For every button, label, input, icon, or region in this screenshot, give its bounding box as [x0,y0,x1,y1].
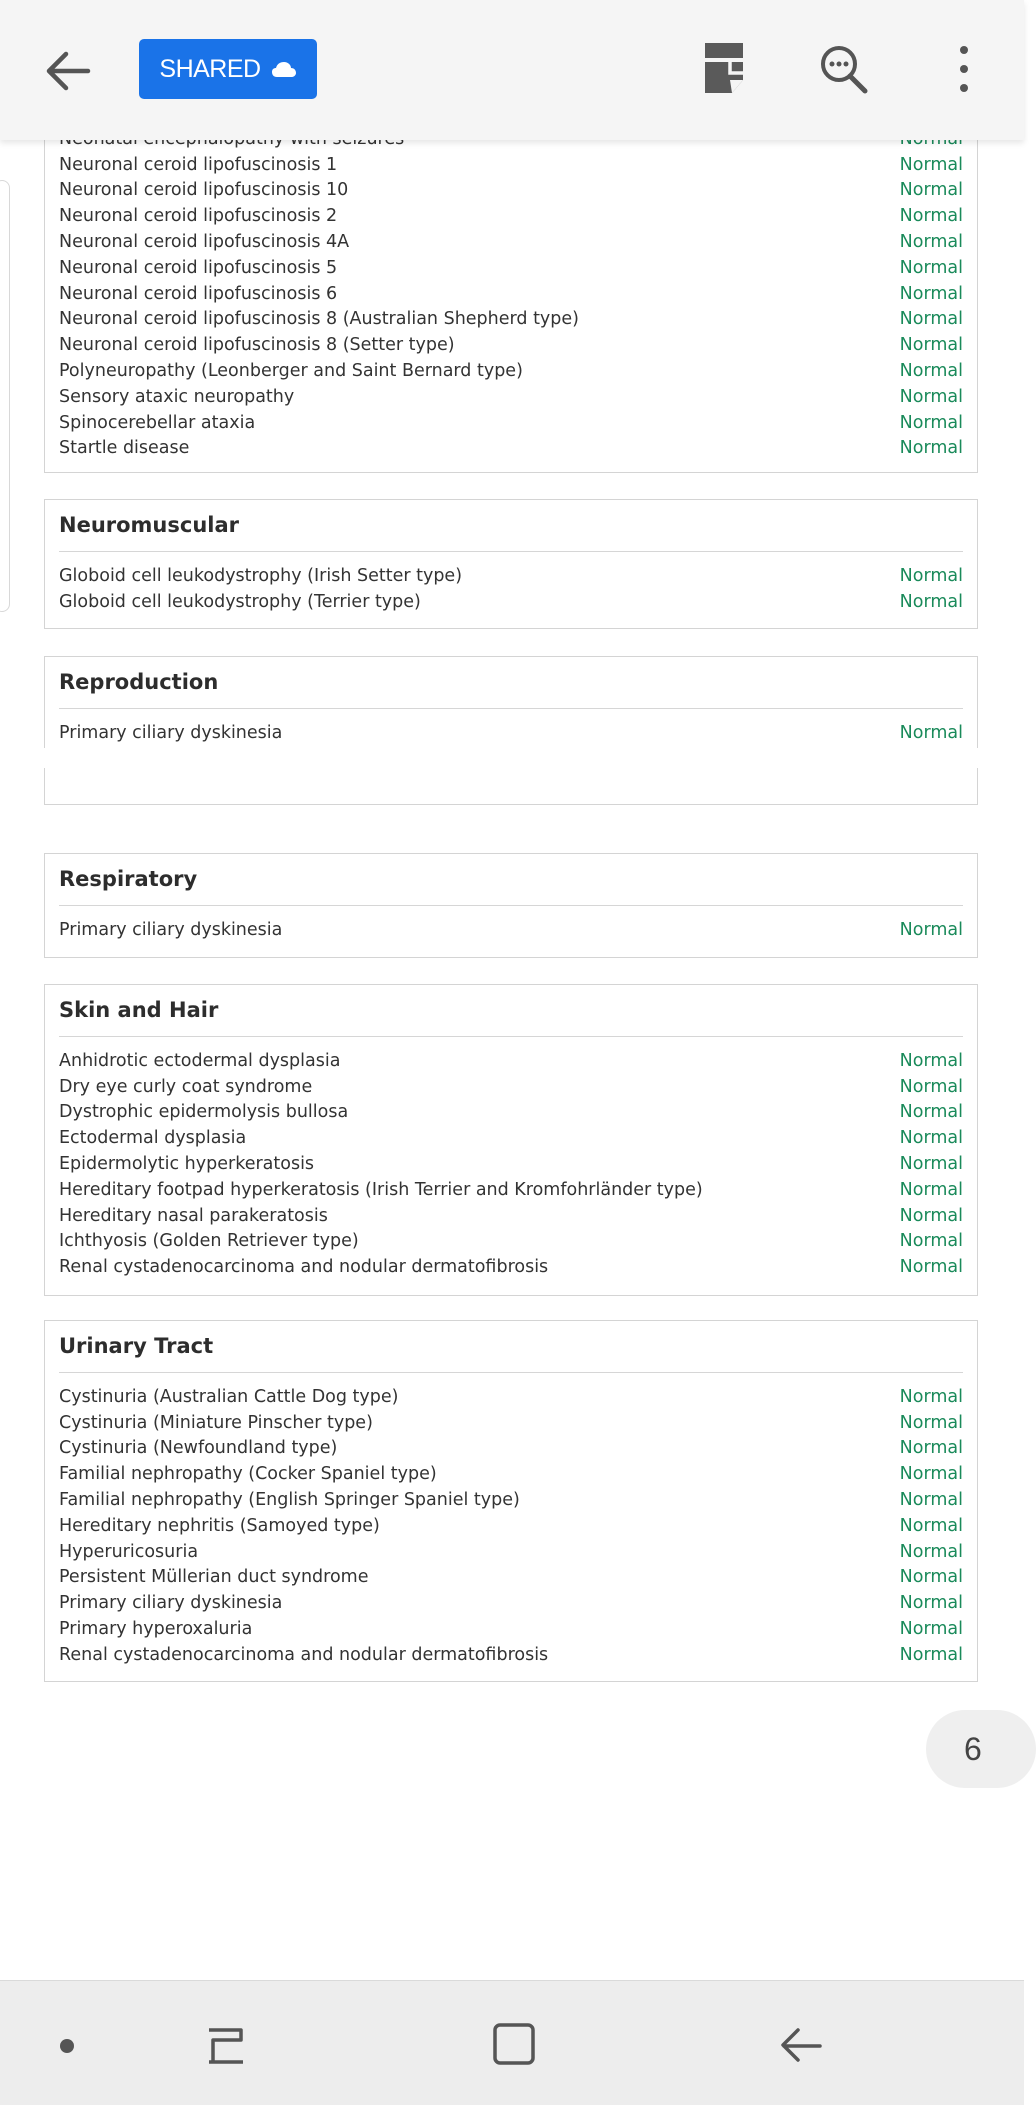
condition-name: Cystinuria (Australian Cattle Dog type) [59,1386,399,1407]
condition-name: Hyperuricosuria [59,1541,199,1562]
condition-name: Hereditary footpad hyperkeratosis (Irish Terrier and Kromfohrländer type) [59,1179,703,1200]
neurological-card-continued [44,110,978,473]
table-row [59,1616,963,1642]
card-title: Reproduction [59,657,963,709]
more-vert-icon [946,40,982,98]
document-view-icon [700,40,748,96]
status-value: Normal [899,1257,963,1278]
status-value: Normal [899,1076,963,1097]
condition-name: Renal cystadenocarcinoma and nodular dermatofibrosis [59,1257,549,1278]
status-value: Normal [899,1644,963,1665]
recents-button[interactable] [205,2024,249,2068]
condition-name: Sensory ataxic neuropathy [59,386,295,407]
condition-name: Globoid cell leukodystrophy (Terrier type) [59,591,421,612]
respiratory-card [44,853,978,958]
document-page-bottom [0,778,1024,1978]
status-value: Normal [899,1050,963,1071]
status-value: Normal [899,1490,963,1511]
urinary-tract-card [44,1320,978,1682]
status-value: Normal [899,206,963,227]
document-page-top [0,140,1024,748]
status-value: Normal [899,1128,963,1149]
condition-list [59,1048,963,1280]
condition-name: Startle disease [59,438,190,459]
condition-name: Neuronal ceroid lipofuscinosis 5 [59,257,338,278]
status-value: Normal [899,1567,963,1588]
page-number-indicator: 6 [926,1710,1036,1788]
neuromuscular-card [44,499,978,629]
table-row [59,1487,963,1513]
condition-name: Dry eye curly coat syndrome [59,1076,313,1097]
table-row [59,436,963,462]
condition-name: Ichthyosis (Golden Retriever type) [59,1231,359,1252]
table-row [59,384,963,410]
status-value: Normal [899,412,963,433]
card-title: Neuromuscular [59,500,963,552]
condition-name: Persistent Müllerian duct syndrome [59,1567,369,1588]
status-value: Normal [899,154,963,175]
status-value: Normal [899,335,963,356]
arrow-left-icon [40,42,100,100]
dot-icon[interactable] [60,2039,74,2053]
status-value: Normal [899,361,963,382]
status-value: Normal [899,309,963,330]
shared-label: SHARED [159,54,261,83]
table-row [59,358,963,384]
table-row [59,1203,963,1229]
condition-name: Ectodermal dysplasia [59,1128,247,1149]
condition-name: Epidermolytic hyperkeratosis [59,1154,315,1175]
home-icon [492,2022,536,2066]
condition-list [59,720,963,746]
search-icon [816,40,872,98]
app-bar [0,0,1024,140]
status-value: Normal [899,1619,963,1640]
page-edge [0,180,10,612]
status-value: Normal [899,1541,963,1562]
table-row [59,1410,963,1436]
status-value: Normal [899,1154,963,1175]
status-value: Normal [899,257,963,278]
condition-list [59,563,963,615]
table-row [59,1539,963,1565]
table-row [59,563,963,589]
condition-name: Globoid cell leukodystrophy (Irish Setter type) [59,565,463,586]
condition-name: Neuronal ceroid lipofuscinosis 2 [59,206,338,227]
table-row [59,203,963,229]
condition-name: Dystrophic epidermolysis bullosa [59,1102,349,1123]
card-bottom-edge [44,768,978,805]
status-value: Normal [899,232,963,253]
table-row [59,589,963,615]
condition-name: Cystinuria (Miniature Pinscher type) [59,1412,373,1433]
skin-and-hair-card [44,984,978,1296]
condition-name: Spinocerebellar ataxia [59,412,256,433]
condition-name: Anhidrotic ectodermal dysplasia [59,1050,341,1071]
home-button[interactable] [492,2022,536,2066]
table-row [59,229,963,255]
table-row [59,1642,963,1668]
condition-name: Neuronal ceroid lipofuscinosis 6 [59,283,338,304]
status-value: Normal [899,591,963,612]
condition-name: Hereditary nasal parakeratosis [59,1205,328,1226]
status-value: Normal [899,1102,963,1123]
recents-icon [205,2024,249,2068]
condition-name: Primary ciliary dyskinesia [59,722,283,743]
table-row [59,307,963,333]
status-value: Normal [899,1205,963,1226]
status-value: Normal [899,565,963,586]
table-row [59,1513,963,1539]
table-row [59,1125,963,1151]
table-row [59,1436,963,1462]
table-row [59,1151,963,1177]
cloud-icon [271,60,297,78]
table-row [59,1461,963,1487]
card-title: Urinary Tract [59,1321,963,1373]
status-value: Normal [899,283,963,304]
table-row [59,178,963,204]
status-value: Normal [899,1593,963,1614]
condition-name: Cystinuria (Newfoundland type) [59,1438,338,1459]
status-value: Normal [899,1438,963,1459]
status-value: Normal [899,438,963,459]
shared-button[interactable] [139,39,317,99]
table-row [59,152,963,178]
condition-list [59,152,963,462]
status-value: Normal [899,722,963,743]
status-value: Normal [899,1386,963,1407]
table-row [59,1384,963,1410]
condition-name: Primary ciliary dyskinesia [59,919,283,940]
condition-name: Primary ciliary dyskinesia [59,1593,283,1614]
table-row [59,917,963,943]
table-row [59,281,963,307]
search-in-document-button[interactable] [816,40,872,98]
more-options-button[interactable] [946,40,982,98]
nav-back-button[interactable] [778,2022,824,2068]
condition-name: Neuronal ceroid lipofuscinosis 8 (Setter type) [59,335,455,356]
card-title: Skin and Hair [59,985,963,1037]
table-row [59,1254,963,1280]
condition-name: Primary hyperoxaluria [59,1619,253,1640]
status-value: Normal [899,919,963,940]
condition-name: Neuronal ceroid lipofuscinosis 4A [59,232,350,253]
table-row [59,1229,963,1255]
card-title: Respiratory [59,854,963,906]
status-value: Normal [899,1412,963,1433]
document-view-button[interactable] [700,40,748,96]
back-button[interactable] [40,42,100,100]
table-row [59,1074,963,1100]
table-row [59,410,963,436]
table-row [59,1100,963,1126]
condition-name: Familial nephropathy (English Springer Spaniel type) [59,1490,520,1511]
status-value: Normal [899,1231,963,1252]
table-row [59,255,963,281]
table-row [59,1048,963,1074]
table-row [59,1590,963,1616]
status-value: Normal [899,1179,963,1200]
table-row [59,332,963,358]
status-value: Normal [899,1515,963,1536]
condition-name: Neuronal ceroid lipofuscinosis 10 [59,180,349,201]
status-value: Normal [899,180,963,201]
status-value: Normal [899,386,963,407]
condition-name: Neuronal ceroid lipofuscinosis 1 [59,154,338,175]
condition-name: Polyneuropathy (Leonberger and Saint Bernard type) [59,361,523,382]
condition-name: Renal cystadenocarcinoma and nodular dermatofibrosis [59,1644,549,1665]
status-value: Normal [899,1464,963,1485]
condition-list [59,917,963,943]
condition-name: Familial nephropathy (Cocker Spaniel type) [59,1464,437,1485]
condition-name: Neuronal ceroid lipofuscinosis 8 (Australian Shepherd type) [59,309,579,330]
back-arrow-icon [778,2022,824,2068]
table-row [59,1177,963,1203]
condition-name: Hereditary nephritis (Samoyed type) [59,1515,380,1536]
condition-list [59,1384,963,1668]
table-row [59,1565,963,1591]
table-row [59,720,963,746]
